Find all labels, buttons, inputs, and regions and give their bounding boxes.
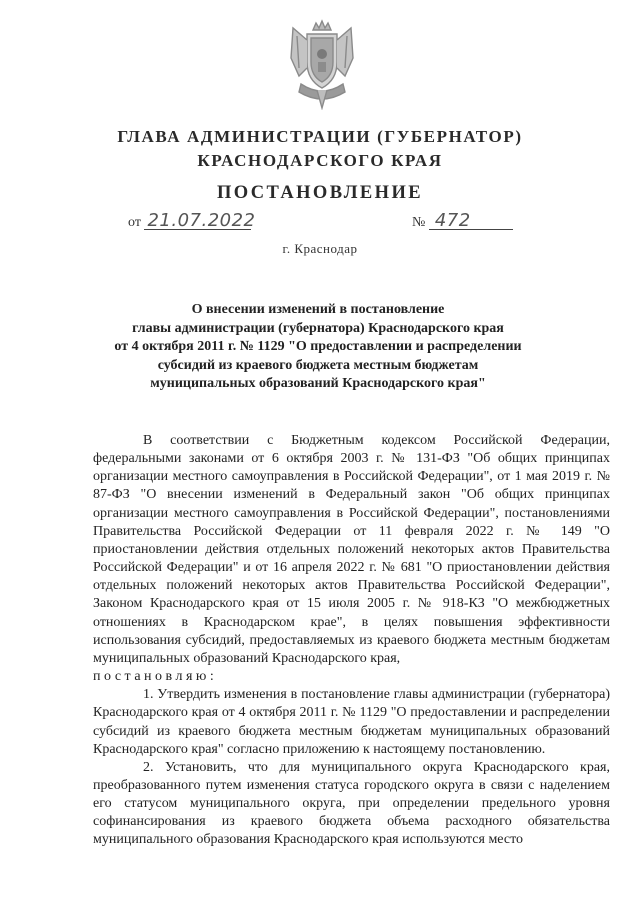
issuing-authority-line1: ГЛАВА АДМИНИСТРАЦИИ (ГУБЕРНАТОР) — [117, 127, 523, 146]
decree-item-2: 2. Установить, что для муниципального округа Краснодарского края, преобразованного путем изменения статуса городского округа в связи с наделением его статусом муниципального округа, при определении предельного уровня софинансирования из краевого бюджета объема расходного обязательства муниципального образования Краснодарского края используются место — [93, 759, 610, 848]
title-line: от 4 октября 2011 г. № 1129 "О предоставлении и распределении — [114, 339, 522, 354]
document-date — [128, 210, 256, 231]
issue-city: г. Краснодар — [282, 241, 358, 256]
title-line: О внесении изменений в постановление — [191, 302, 445, 317]
preamble-paragraph: В соответствии с Бюджетным кодексом Российской Федерации, федеральными законами от 6 октября 2003 г. № 131-ФЗ "Об общих принципах организации местного самоуправления в Российской Федерации", от 1 мая 2019 г. № 87-ФЗ "О внесении изменений в Федеральный закон "Об общих принципах организации местного самоуправления в Российской Федерации", постановлениями Правительства Российской Федерации от 11 февраля 2022 г. № 149 "О приостановлении действия отдельных положений некоторых актов Правительства Российской Федерации" и от 16 апреля 2022 г. № 681 "О приостановлении действия отдельных положений некоторых актов Правительства Российской Федерации", Законом Краснодарского края от 15 июля 2005 г. № 918-КЗ "О межбюджетных отношениях в Краснодарском крае", в целях повышения эффективности использования субсидий, предоставляемых из краевого бюджета местным бюджетам муниципальных образований Краснодарского края, — [93, 433, 610, 666]
decree-word: постановляю: — [93, 669, 218, 685]
document-number — [412, 210, 513, 231]
title-line: муниципальных образований Краснодарского края" — [150, 376, 486, 391]
coat-of-arms-icon — [287, 18, 357, 110]
number-prefix: № — [412, 215, 426, 230]
decree-item-1: 1. Утвердить изменения в постановление главы администрации (губернатора) Краснодарского края от 4 октября 2011 г. № 1129 "О предоставлении и распределении субсидий из краевого бюджета местным бюджетам муниципальных образований Краснодарского края" согласно приложению к настоящему постановлению. — [93, 687, 610, 757]
document-body — [93, 432, 610, 850]
issuing-authority-line2: КРАСНОДАРСКОГО КРАЯ — [197, 151, 443, 170]
title-line: главы администрации (губернатора) Краснодарского края — [132, 320, 504, 336]
document-type: ПОСТАНОВЛЕНИЕ — [216, 183, 423, 203]
handwritten-number: 472 — [429, 213, 513, 230]
document-title — [110, 301, 526, 394]
date-prefix: от — [128, 215, 141, 230]
handwritten-date: 21.07.2022 — [144, 213, 251, 230]
title-line: субсидий из краевого бюджета местным бюджетам — [157, 357, 479, 373]
